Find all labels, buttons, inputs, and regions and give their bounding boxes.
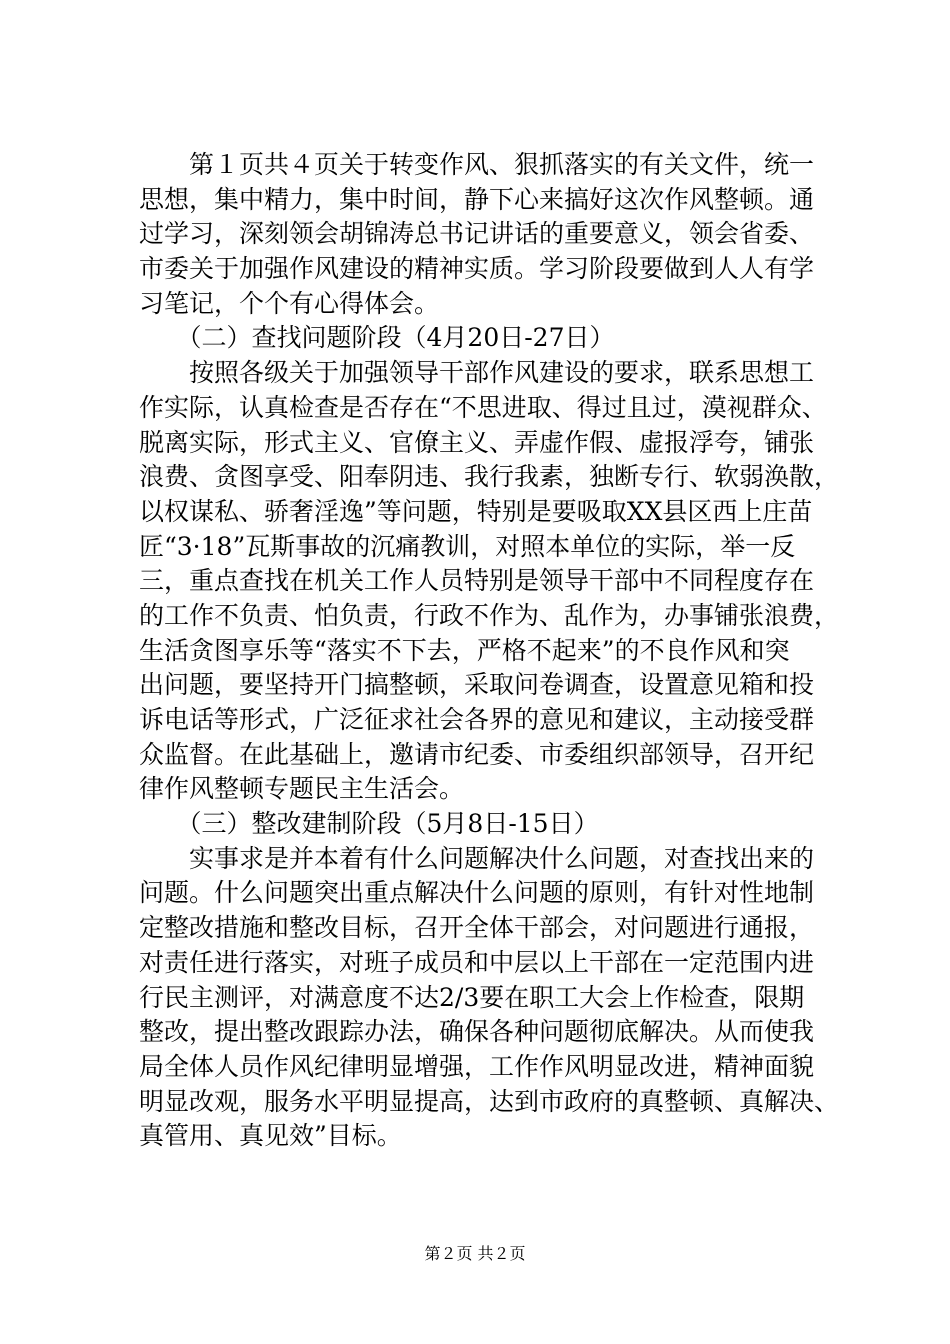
text-line: 明显改观，服务水平明显提高，达到市政府的真整顿、真解决、 [139,1086,840,1116]
text-line: 对责任进行落实，对班子成员和中层以上干部在一定范围内进 [139,947,815,977]
text-line: 思想，集中精力，集中时间，静下心来搞好这次作风整顿。通 [139,184,815,214]
text-line: 市委关于加强作风建设的精神实质。学习阶段要做到人人有学 [139,254,815,284]
text-line: 整改，提出整改跟踪办法，确保各种问题彻底解决。从而使我 [139,1017,815,1047]
text-line: 三，重点查找在机关工作人员特别是领导干部中不同程度存在 [139,566,815,596]
text-line: 匠“3·18”瓦斯事故的沉痛教训，对照本单位的实际，举一反 [139,531,796,561]
text-line: 行民主测评，对满意度不达2/3要在职工大会上作检查，限期 [139,982,805,1012]
text-line: 实事求是并本着有什么问题解决什么问题，对查找出来的 [139,843,815,873]
text-line: 局全体人员作风纪律明显增强，工作作风明显改进，精神面貌 [139,1051,815,1081]
section-heading: （三）整改建制阶段（5月8日-15日） [139,809,599,839]
text-line: 习笔记，个个有心得体会。 [139,288,440,318]
text-line: 众监督。在此基础上，邀请市纪委、市委组织部领导，召开纪 [139,739,815,769]
text-line: 定整改措施和整改目标，召开全体干部会，对问题进行通报， [139,913,815,943]
text-line: 的工作不负责、怕负责，行政不作为、乱作为，办事铺张浪费， [139,600,840,630]
text-line: 以权谋私、骄奢淫逸”等问题，特别是要吸取XX县区西上庄苗 [139,496,813,526]
text-line: 按照各级关于加强领导干部作风建设的要求，联系思想工 [139,358,815,388]
text-line: 过学习，深刻领会胡锦涛总书记讲话的重要意义，领会省委、 [139,219,815,249]
text-line: 出问题，要坚持开门搞整顿，采取问卷调查，设置意见箱和投 [139,670,815,700]
section-heading: （二）查找问题阶段（4月20日-27日） [139,323,615,353]
page-footer: 第２页 共２页 [424,1244,526,1263]
text-line: 问题。什么问题突出重点解决什么问题的原则，有针对性地制 [139,878,815,908]
text-line: 脱离实际，形式主义、官僚主义、弄虚作假、虚报浮夸，铺张 [139,427,815,457]
text-line: 作实际，认真检查是否存在“不思进取、得过且过，漠视群众、 [139,392,827,422]
text-line: 生活贪图享乐等“落实不下去，严格不起来”的不良作风和突 [139,635,790,665]
text-line: 第１页共４页关于转变作风、狠抓落实的有关文件，统一 [139,150,815,179]
body-text [139,148,857,1154]
text-line: 真管用、真见效”目标。 [139,1121,402,1151]
text-line: 浪费、贪图享受、阳奉阴违、我行我素，独断专行、软弱涣散， [139,462,840,492]
text-line: 诉电话等形式，广泛征求社会各界的意见和建议，主动接受群 [139,705,815,734]
text-line: 律作风整顿专题民主生活会。 [139,774,465,804]
